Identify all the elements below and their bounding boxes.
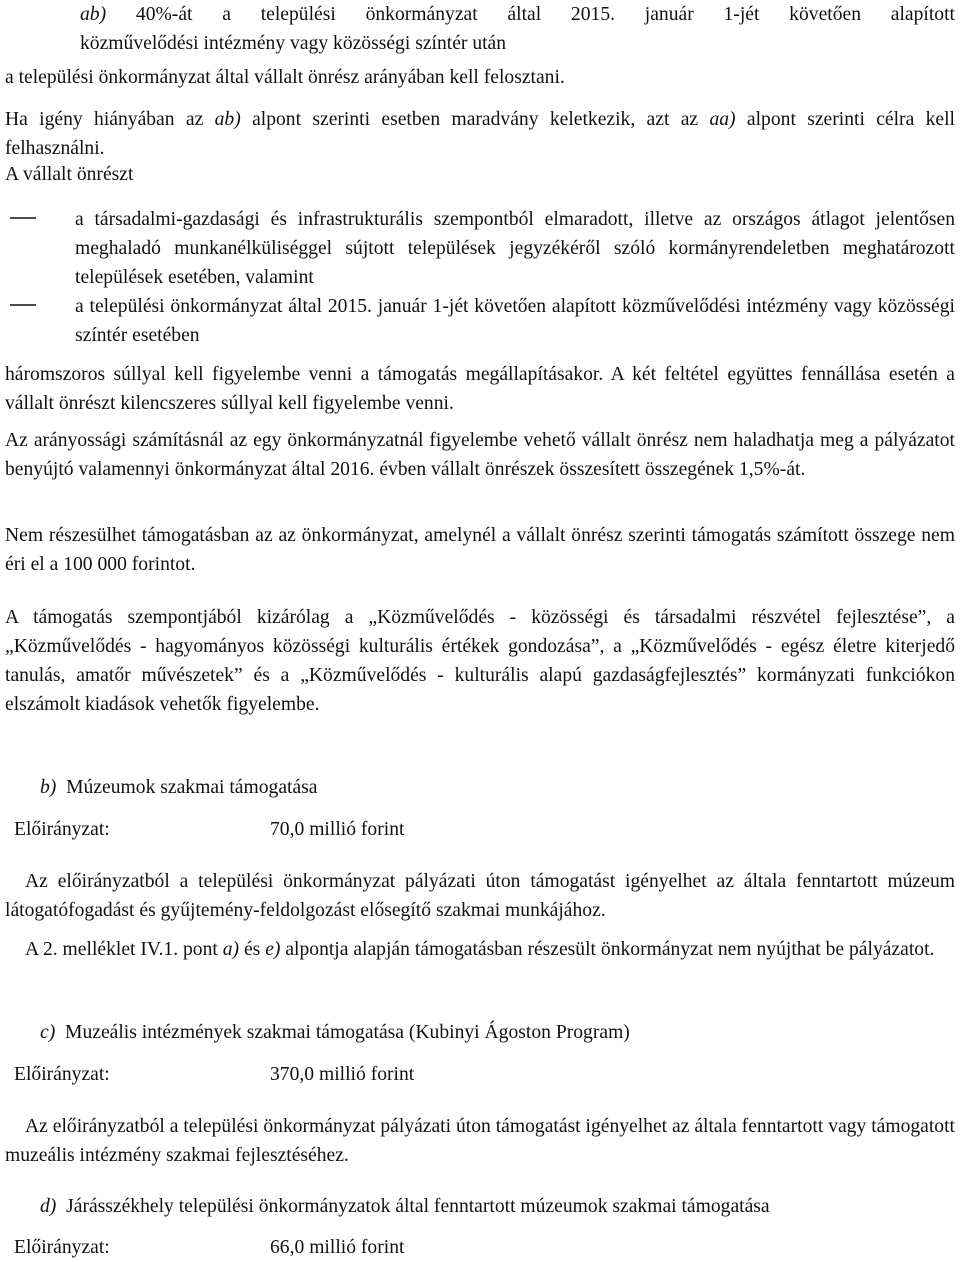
paragraph-remainder: Ha igény hiányában az ab) alpont szerinti esetben maradvány keletkezik, azt az aa) alpont szerinti célra kell felhasználni.: [5, 109, 955, 159]
section-c-heading: [40, 1018, 630, 1047]
section-title: Járásszékhely települési önkormányzatok által fenntartott múzeumok szakmai támogatása: [66, 1196, 770, 1217]
section-letter: b): [40, 777, 57, 798]
appropriation-row: [14, 1060, 614, 1089]
dash-icon: [10, 205, 36, 234]
paragraph-ab-line2: közművelődési intézmény vagy közösségi színtér után: [80, 33, 507, 54]
section-title: Múzeumok szakmai támogatása: [66, 777, 318, 798]
list-item-text: a települési önkormányzat által 2015. január 1-jét követően alapított közművelődési intézmény vagy közösségi színtér esetében: [75, 296, 955, 346]
section-letter: d): [40, 1196, 57, 1217]
appropriation-amount: 70,0 millió forint: [270, 819, 405, 840]
dash-icon: [10, 292, 36, 321]
list-item: [5, 205, 955, 292]
appropriation-amount: 370,0 millió forint: [270, 1064, 415, 1085]
section-d-heading: [40, 1192, 770, 1221]
appropriation-label: Előirányzat:: [14, 819, 110, 840]
appropriation-label: Előirányzat:: [14, 1064, 110, 1085]
appropriation-amount: 66,0 millió forint: [270, 1237, 405, 1258]
appropriation-label: Előirányzat:: [14, 1237, 110, 1258]
paragraph-ab: [80, 0, 955, 29]
paragraph-weighting: háromszoros súllyal kell figyelembe venni a támogatás megállapításakor. A két feltétel együttes fennállása esetén a vállalt önrészt kilencszeres súllyal kell figyelembe venni.: [5, 364, 955, 414]
item-letter: ab): [80, 4, 107, 25]
paragraph-text: 40%-át a települési önkormányzat által 2015. január 1-jét követően alapított: [106, 4, 955, 25]
list-item: [5, 292, 955, 350]
paragraph-proportionality: Az arányossági számításnál az egy önkormányzatnál figyelembe vehető vállalt önrész nem haladhatja meg a pályázatot benyújtó valamennyi önkormányzat által 2016. évben vállalt önrészek összesített összegének 1,5%-át.: [5, 430, 955, 480]
appropriation-row: [14, 1233, 614, 1262]
appropriation-row: [14, 815, 614, 844]
paragraph-functions: A támogatás szempontjából kizárólag a „Közművelődés - közösségi és társadalmi részvétel fejlesztése”, a „Közművelődés - hagyományos közösségi kulturális értékek gondozása”, a „Közművelődés - egész életre kiterjedő tanulás, amatőr művészetek” és a „Közművelődés - kulturális alapú gazdaságfejlesztés” kormányzati funkciókon elszámolt kiadások vehetők figyelembe.: [5, 607, 955, 715]
section-b-heading: [40, 773, 318, 802]
section-letter: c): [40, 1022, 56, 1043]
paragraph-institution-support: Az előirányzatból a települési önkormányzat pályázati úton támogatást igényelhet az általa fenntartott vagy támogatott muzeális intézmény szakmai fejlesztéséhez.: [5, 1116, 955, 1166]
paragraph-allocation: a települési önkormányzat által vállalt önrész arányában kell felosztani.: [5, 67, 565, 88]
section-title: Muzeális intézmények szakmai támogatása (Kubinyi Ágoston Program): [65, 1022, 630, 1043]
paragraph-minimum: Nem részesülhet támogatásban az az önkormányzat, amelynél a vállalt önrész szerinti támogatás számított összege nem éri el a 100 000 forintot.: [5, 525, 955, 575]
list-item-text: a társadalmi-gazdasági és infrastrukturális szempontból elmaradott, illetve az országos átlagot jelentősen meghaladó munkanélküliséggel sújtott települések jegyzékéről szóló kormányrendeletben meghatározott települések esetében, valamint: [75, 209, 955, 288]
paragraph-museum-support: Az előirányzatból a települési önkormányzat pályázati úton támogatást igényelhet az általa fenntartott múzeum látogatófogadást és gyűjtemény-feldolgozást elősegítő szakmai munkájához.: [5, 871, 955, 921]
paragraph-exclusion: A 2. melléklet IV.1. pont a) és e) alpontja alapján támogatásban részesült önkormányzat nem nyújthat be pályázatot.: [25, 939, 935, 960]
paragraph-intro: A vállalt önrészt: [5, 164, 134, 185]
